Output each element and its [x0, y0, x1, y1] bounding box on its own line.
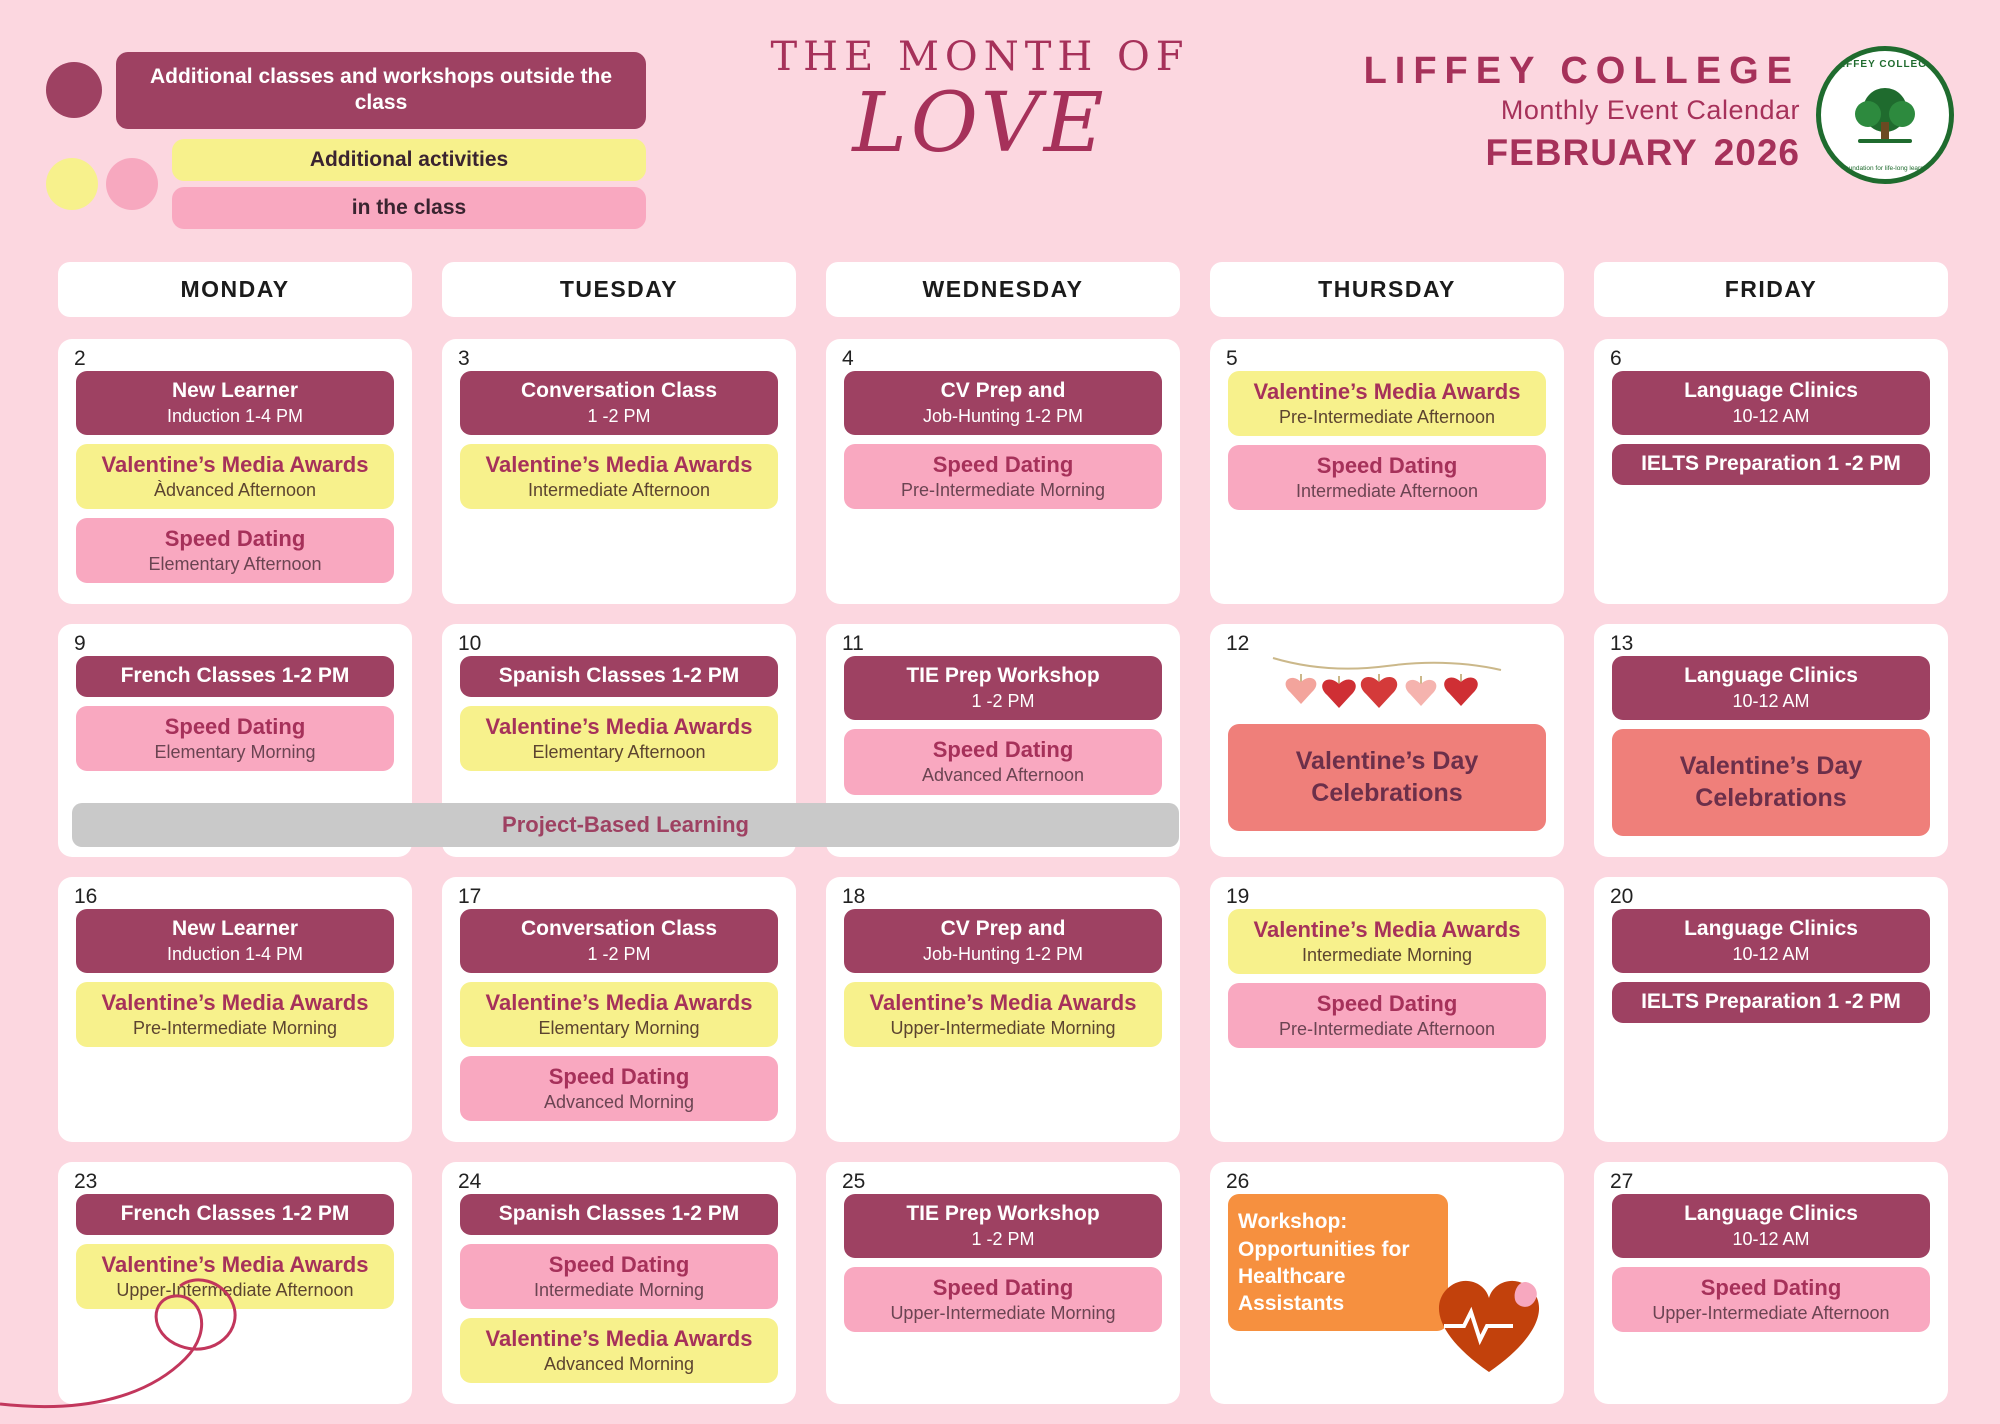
event-subtitle: Upper-Intermediate Afternoon	[1652, 1303, 1890, 1324]
event-item[interactable]	[1228, 909, 1546, 974]
weekday-tuesday: TUESDAY	[442, 262, 796, 317]
day-number: 3	[458, 347, 470, 370]
day-number: 5	[1226, 347, 1238, 370]
calendar-day-20[interactable]	[1594, 877, 1948, 1142]
event-title: Speed Dating	[1700, 1275, 1842, 1301]
event-item[interactable]	[460, 371, 778, 435]
brand-subtitle: Monthly Event Calendar	[1500, 95, 1800, 125]
event-title: IELTS Preparation 1 -2 PM	[1641, 452, 1901, 475]
title-line-1: THE MONTH OF	[770, 34, 1190, 80]
event-subtitle: 1 -2 PM	[971, 1229, 1035, 1250]
event-item[interactable]	[844, 909, 1162, 973]
day-number: 25	[842, 1170, 866, 1194]
brand-name: LIFFEY COLLEGE	[1363, 50, 1800, 92]
day-number: 17	[458, 884, 482, 908]
event-title: Spanish Classes 1-2 PM	[498, 1202, 740, 1226]
calendar-day-25[interactable]	[826, 1162, 1180, 1404]
legend-dot-maroon	[46, 62, 102, 118]
event-title: IELTS Preparation 1 -2 PM	[1641, 989, 1901, 1013]
event-title: CV Prep and	[940, 916, 1066, 940]
calendar-weeks	[58, 339, 1948, 1404]
event-title: French Classes 1-2 PM	[120, 664, 350, 688]
event-title: Valentine’s Media Awards	[485, 714, 753, 740]
event-item[interactable]	[1228, 983, 1546, 1048]
event-item[interactable]	[460, 1318, 778, 1383]
day-number: 10	[458, 632, 482, 656]
event-subtitle: Àdvanced Afternoon	[153, 479, 317, 500]
event-title: TIE Prep Workshop	[906, 664, 1100, 688]
tree-icon	[1848, 84, 1922, 146]
hearts-garland	[1226, 650, 1548, 722]
event-item[interactable]	[1612, 1194, 1930, 1258]
event-item[interactable]	[844, 656, 1162, 720]
day-number: 20	[1610, 884, 1634, 908]
event-item[interactable]	[76, 1194, 394, 1235]
calendar-day-12[interactable]	[1210, 624, 1564, 857]
event-item[interactable]	[844, 982, 1162, 1047]
event-subtitle: 10-12 AM	[1732, 405, 1810, 426]
event-subtitle: 10-12 AM	[1732, 1229, 1810, 1250]
logo-ring-subtext: A foundation for life-long learning	[1837, 165, 1933, 172]
day-number: 9	[74, 632, 86, 656]
calendar-week	[58, 877, 1948, 1142]
title-line-2: LOVE	[852, 76, 1108, 171]
event-subtitle: Job-Hunting 1-2 PM	[922, 405, 1084, 426]
weekday-wednesday: WEDNESDAY	[826, 262, 1180, 317]
calendar-day-5[interactable]	[1210, 339, 1564, 604]
event-title: Valentine’s Media Awards	[485, 989, 753, 1015]
event-subtitle: Upper-Intermediate Morning	[890, 1017, 1116, 1038]
day-number: 23	[74, 1170, 98, 1194]
event-item[interactable]	[1612, 982, 1930, 1023]
event-subtitle: 10-12 AM	[1732, 691, 1810, 712]
calendar-day-3[interactable]	[442, 339, 796, 604]
brand-month-year	[1364, 132, 1800, 174]
event-title: Valentine’s Media Awards	[869, 989, 1137, 1015]
event-item[interactable]	[844, 729, 1162, 794]
event-item[interactable]	[1612, 1267, 1930, 1332]
event-title: Speed Dating	[548, 1252, 690, 1278]
day-number: 12	[1226, 632, 1250, 656]
calendar	[58, 262, 1948, 1424]
event-title: Valentine’s Media Awards	[1253, 916, 1521, 942]
event-subtitle: Intermediate Afternoon	[527, 479, 711, 500]
event-item[interactable]	[1228, 445, 1546, 510]
event-title: Valentine’s Media Awards	[101, 452, 369, 477]
day-number: 18	[842, 884, 866, 908]
event-item[interactable]	[76, 444, 394, 509]
event-subtitle: Elementary Afternoon	[148, 554, 322, 575]
legend-row-in-class	[46, 139, 646, 230]
event-subtitle: Pre-Intermediate Afternoon	[1278, 1019, 1496, 1040]
event-item[interactable]	[1612, 656, 1930, 720]
event-item[interactable]	[76, 371, 394, 435]
day-number: 19	[1226, 884, 1250, 908]
calendar-day-4[interactable]	[826, 339, 1180, 604]
event-item[interactable]	[844, 1267, 1162, 1332]
event-item[interactable]	[844, 371, 1162, 435]
event-title: Workshop: Opportunities for Healthcare Assistants	[1238, 1210, 1410, 1316]
event-title: Language Clinics	[1684, 1202, 1858, 1226]
event-title: Speed Dating	[1316, 453, 1458, 479]
event-title: New Learner	[171, 379, 299, 402]
event-subtitle: Intermediate Afternoon	[1295, 481, 1479, 502]
page-title	[760, 34, 1200, 171]
event-title: New Learner	[171, 916, 299, 940]
event-item[interactable]	[76, 518, 394, 583]
weekday-monday: MONDAY	[58, 262, 412, 317]
event-subtitle: Pre-Intermediate Afternoon	[1278, 406, 1496, 427]
event-title: Speed Dating	[164, 714, 306, 740]
weekday-thursday: THURSDAY	[1210, 262, 1564, 317]
event-item[interactable]	[844, 444, 1162, 509]
logo-ring-text: LIFFEY COLLEGE	[1835, 59, 1935, 70]
event-title: TIE Prep Workshop	[906, 1202, 1100, 1226]
event-subtitle: Upper-Intermediate Morning	[890, 1303, 1116, 1324]
legend-dot-yellow	[46, 158, 98, 210]
event-item[interactable]	[844, 1194, 1162, 1258]
event-subtitle: Advanced Morning	[543, 1354, 695, 1375]
event-subtitle: Elementary Morning	[538, 1017, 700, 1038]
day-number: 27	[1610, 1170, 1634, 1194]
calendar-day-16[interactable]	[58, 877, 412, 1142]
calendar-day-27[interactable]	[1594, 1162, 1948, 1404]
event-title: Valentine’s Day Celebrations	[1295, 747, 1479, 807]
event-item[interactable]	[76, 656, 394, 697]
event-title: Spanish Classes 1-2 PM	[498, 664, 740, 688]
project-based-learning-banner: Project-Based Learning	[72, 803, 1179, 847]
event-subtitle: Induction 1-4 PM	[166, 405, 304, 426]
event-title: Speed Dating	[932, 452, 1074, 477]
event-subtitle: Induction 1-4 PM	[166, 943, 304, 964]
weekday-header-row	[58, 262, 1948, 317]
calendar-day-2[interactable]	[58, 339, 412, 604]
event-item[interactable]	[460, 444, 778, 509]
brand-month: FEBRUARY	[1485, 132, 1698, 173]
page-header	[0, 0, 2000, 240]
day-number: 2	[74, 347, 86, 370]
event-item[interactable]	[1612, 371, 1930, 435]
event-item[interactable]	[460, 1056, 778, 1121]
event-subtitle: 10-12 AM	[1732, 943, 1810, 964]
event-item[interactable]	[460, 1244, 778, 1309]
event-item[interactable]	[76, 706, 394, 771]
event-item[interactable]	[460, 982, 778, 1047]
day-number: 26	[1226, 1170, 1250, 1194]
brand-block	[1364, 46, 1954, 184]
legend-label-additional-activities: Additional activities	[172, 139, 646, 181]
heart-doodle	[0, 1234, 330, 1414]
day-number: 4	[842, 347, 854, 370]
event-title: Valentine’s Media Awards	[1253, 379, 1521, 404]
calendar-day-13[interactable]	[1594, 624, 1948, 857]
brand-year: 2026	[1713, 132, 1800, 173]
event-subtitle: Upper-Intermediate Afternoon	[116, 1279, 354, 1300]
event-item[interactable]	[460, 706, 778, 771]
event-subtitle: 1 -2 PM	[971, 691, 1035, 712]
calendar-day-24[interactable]	[442, 1162, 796, 1404]
event-subtitle: 1 -2 PM	[587, 405, 651, 426]
legend-dot-pink	[106, 158, 158, 210]
calendar-day-18[interactable]	[826, 877, 1180, 1142]
event-title: Valentine’s Media Awards	[485, 452, 753, 477]
event-title: Speed Dating	[932, 1275, 1074, 1301]
event-subtitle: Advanced Afternoon	[921, 765, 1085, 786]
event-title: Conversation Class	[520, 379, 718, 402]
day-number: 16	[74, 884, 98, 908]
legend-row-outside	[46, 52, 646, 129]
calendar-day-19[interactable]	[1210, 877, 1564, 1142]
event-item[interactable]	[1612, 729, 1930, 836]
event-title: French Classes 1-2 PM	[120, 1202, 350, 1226]
event-title: Speed Dating	[548, 1064, 690, 1090]
event-item[interactable]	[1612, 444, 1930, 485]
legend-label-in-the-class: in the class	[172, 187, 646, 229]
event-title: Speed Dating	[1316, 991, 1458, 1017]
calendar-week	[58, 339, 1948, 604]
event-item[interactable]	[1612, 909, 1930, 973]
weekday-friday: FRIDAY	[1594, 262, 1948, 317]
event-title: Speed Dating	[164, 526, 306, 552]
event-item[interactable]	[460, 656, 778, 697]
event-item[interactable]	[76, 909, 394, 973]
event-item[interactable]	[460, 909, 778, 973]
event-subtitle: 1 -2 PM	[587, 943, 651, 964]
event-subtitle: Job-Hunting 1-2 PM	[922, 943, 1084, 964]
calendar-week	[58, 624, 1948, 857]
event-subtitle: Intermediate Morning	[533, 1279, 705, 1300]
day-number: 11	[842, 632, 864, 656]
calendar-day-17[interactable]	[442, 877, 796, 1142]
event-subtitle: Intermediate Morning	[1301, 944, 1473, 965]
event-subtitle: Advanced Morning	[543, 1092, 695, 1113]
calendar-day-26[interactable]	[1210, 1162, 1564, 1404]
event-subtitle: Elementary Afternoon	[532, 742, 706, 763]
event-item[interactable]	[1228, 724, 1546, 831]
event-title: Speed Dating	[932, 737, 1074, 763]
event-subtitle: Pre-Intermediate Morning	[132, 1017, 338, 1038]
event-title: Valentine’s Media Awards	[101, 989, 369, 1015]
healthcare-heart-icon	[1430, 1268, 1548, 1376]
event-subtitle: Pre-Intermediate Morning	[900, 479, 1106, 500]
event-item[interactable]	[460, 1194, 778, 1235]
liffey-college-logo	[1816, 46, 1954, 184]
calendar-day-6[interactable]	[1594, 339, 1948, 604]
event-subtitle: Elementary Morning	[154, 742, 316, 763]
event-title: Conversation Class	[520, 916, 718, 940]
event-title: Language Clinics	[1684, 916, 1858, 940]
day-number: 24	[458, 1170, 482, 1194]
legend-label-stack	[172, 139, 646, 230]
brand-text	[1364, 46, 1800, 174]
event-title: Valentine’s Media Awards	[485, 1326, 753, 1352]
legend-label-outside-class: Additional classes and workshops outside the class	[116, 52, 646, 129]
legend	[46, 52, 646, 239]
day-number: 13	[1610, 632, 1634, 656]
event-title: Language Clinics	[1684, 664, 1858, 688]
event-title: CV Prep and	[940, 379, 1066, 402]
day-number: 6	[1610, 347, 1622, 370]
event-item[interactable]	[76, 982, 394, 1047]
event-item[interactable]	[1228, 1194, 1448, 1331]
event-item[interactable]	[1228, 371, 1546, 436]
event-title: Language Clinics	[1684, 379, 1858, 402]
calendar-week	[58, 1162, 1948, 1404]
event-title: Valentine’s Media Awards	[101, 1252, 369, 1278]
event-title: Valentine’s Day Celebrations	[1679, 752, 1863, 812]
